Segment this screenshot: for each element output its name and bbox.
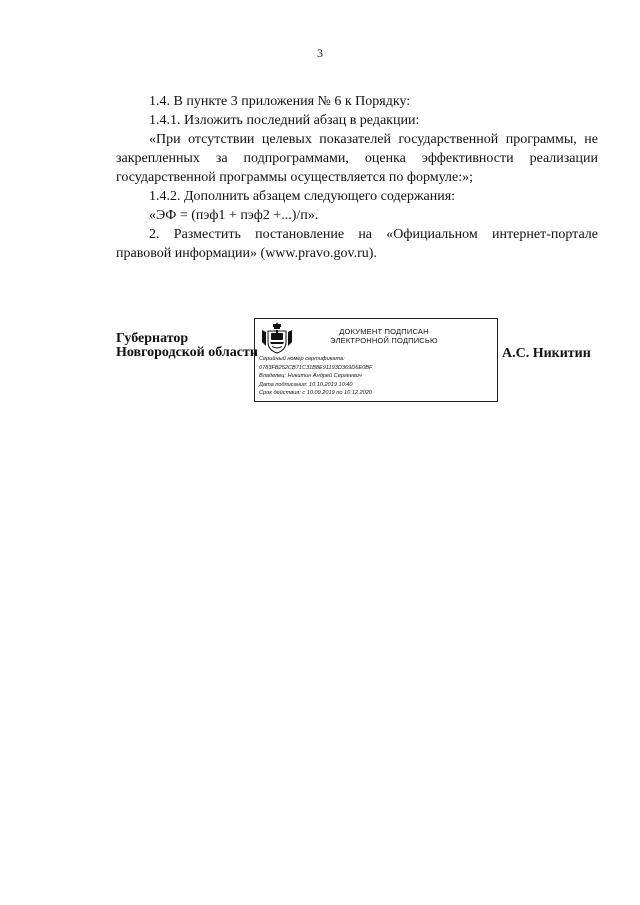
- certificate-serial-value: 0783FB252CB71C31B8E91193D369D6E0BF: [259, 364, 373, 371]
- stamp-details: [259, 355, 495, 398]
- certificate-owner: Владелец: Никитин Андрей Сергеевич: [259, 373, 362, 379]
- paragraph-1-4-1: 1.4.1. Изложить последний абзац в редакции:: [149, 113, 420, 128]
- document-body: [116, 92, 598, 263]
- stamp-header-line-1: ДОКУМЕНТ ПОДПИСАН: [339, 327, 429, 336]
- signing-date: Дата подписания: 10.10.2019 10:40: [259, 381, 353, 388]
- paragraph-formula: «ЭФ = (пэф1 + пэф2 +...)/п».: [149, 208, 319, 223]
- certificate-validity: Срок действия: с 10.09.2019 по 10.12.2020: [259, 390, 372, 396]
- page-number: 3: [317, 46, 323, 60]
- paragraph-2: 2. Разместить постановление на «Официальном интернет-портале правовой информации» (www.pravo.gov.ru).: [116, 227, 598, 261]
- stamp-header: [299, 327, 469, 345]
- paragraph-1-4: 1.4. В пункте 3 приложения № 6 к Порядку:: [149, 94, 411, 109]
- signatory-name: А.С. Никитин: [502, 346, 591, 361]
- signatory-title-line-2: Новгородской области: [116, 345, 258, 360]
- certificate-serial-label: Серийный номер сертификата:: [259, 356, 345, 362]
- stamp-header-line-2: ЭЛЕКТРОННОЙ ПОДПИСЬЮ: [330, 336, 438, 345]
- coat-of-arms-icon: [260, 322, 294, 356]
- paragraph-quote-edit: «При отсутствии целевых показателей государственной программы, не закрепленных за подпрограммами, оценка эффективности реализации государственной программы осуществляется по формуле:»;: [116, 132, 598, 185]
- signatory-title: [116, 332, 258, 360]
- signatory-title-line-1: Губернатор: [116, 331, 189, 346]
- electronic-signature-stamp: [254, 318, 498, 402]
- paragraph-1-4-2: 1.4.2. Дополнить абзацем следующего содержания:: [149, 189, 456, 204]
